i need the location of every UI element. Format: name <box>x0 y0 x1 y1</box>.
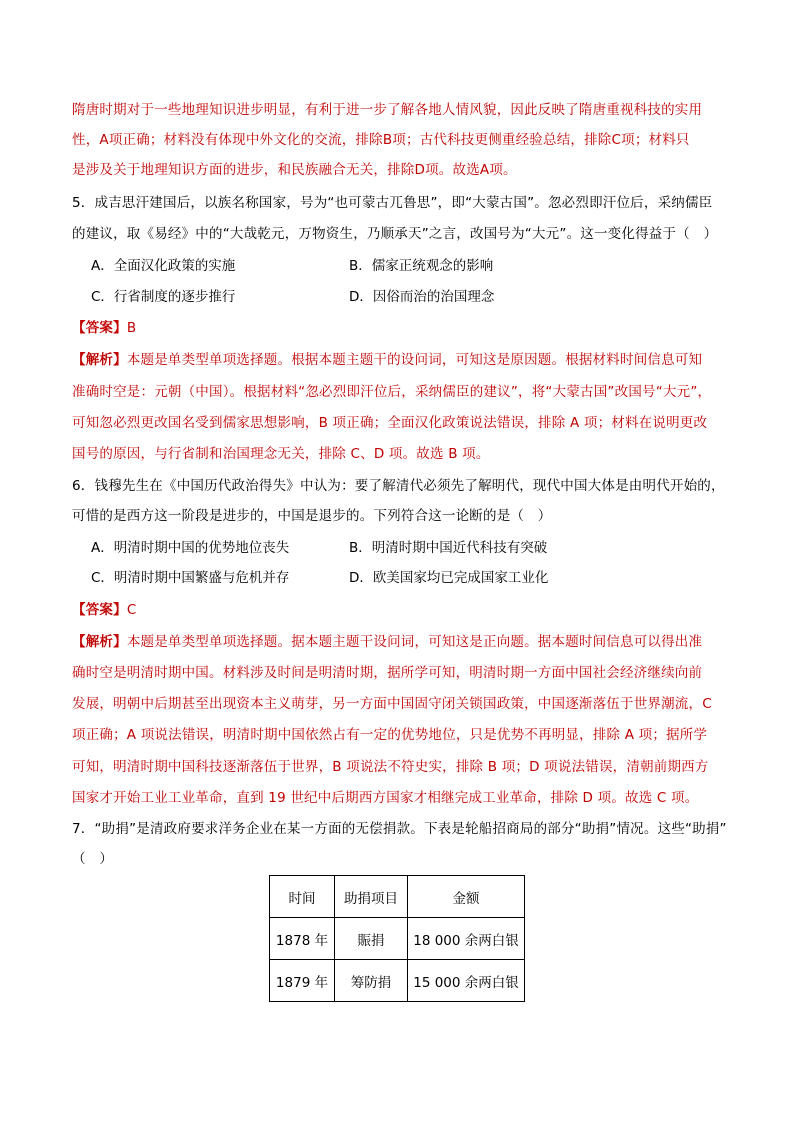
q7-stem-line: 7．“助捐”是清政府要求洋务企业在某一方面的无偿捐款。下表是轮船招商局的部分“助捐”情况。这些“助捐” <box>72 821 727 837</box>
q6-analysis-line: 国家才开始工业工业革命，直到 19 世纪中后期西方国家才相继完成工业革命，排除 D 项。故选 C 项。 <box>72 790 699 806</box>
q6-stem-line: 6．钱穆先生在《中国历代政治得失》中认为：要了解清代必须先了解明代，现代中国大体是由明代开始的， <box>72 478 725 494</box>
table-cell: 賑捐 <box>335 918 408 960</box>
analysis-text: 本题是单类型单项选择题。据本题主题干设问词，可知这是正向题。据本题时间信息可以得出准 <box>126 634 703 650</box>
answer-value: B <box>126 320 137 336</box>
intro-line: 隋唐时期对于一些地理知识进步明显，有利于进一步了解各地人情风貌，因此反映了隋唐重视科技的实用 <box>72 102 703 118</box>
q5-option-c: C．行省制度的逐步推行 <box>91 289 236 305</box>
q6-analysis-line <box>72 631 702 653</box>
analysis-tag: 【解析】 <box>72 634 127 650</box>
q7-stem-line: （ ） <box>72 851 114 867</box>
q5-analysis-line: 准确时空是：元朝（中国）。根据材料“忽必烈即汗位后，采纳儒臣的建议”，将“大蒙古国”改国号“大元”， <box>72 384 712 400</box>
answer-value: C <box>126 602 137 618</box>
q6-analysis-line: 确时空是明清时期中国。材料涉及时间是明清时期，据所学可知，明清时期一方面中国社会经济继续向前 <box>72 665 703 681</box>
table-header-row <box>270 876 525 918</box>
analysis-text: 本题是单类型单项选择题。根据本题主题干的设问词，可知这是原因题。根据材料时间信息可知 <box>126 352 703 368</box>
table-cell: 15 000 余两白银 <box>408 960 525 1002</box>
analysis-tag: 【解析】 <box>72 352 127 368</box>
intro-line: 性，A项正确；材料没有体现中外文化的交流，排除B项；古代科技更侧重经验总结，排除C项；材料只 <box>72 132 690 148</box>
table-cell: 筹防捐 <box>335 960 408 1002</box>
donation-table <box>269 875 525 1002</box>
table-cell: 1879 年 <box>270 960 335 1002</box>
intro-line: 是涉及关于地理知识方面的进步，和民族融合无关，排除D项。故选A项。 <box>72 162 517 178</box>
answer-tag: 【答案】 <box>72 320 127 336</box>
q6-option-d: D．欧美国家均已完成国家工业化 <box>349 570 549 586</box>
answer-tag: 【答案】 <box>72 602 127 618</box>
q6-option-b: B．明清时期中国近代科技有突破 <box>349 540 548 556</box>
q5-option-b: B．儒家正统观念的影响 <box>349 258 494 274</box>
table-cell: 1878 年 <box>270 918 335 960</box>
q5-stem-line: 的建议，取《易经》中的“大哉乾元，万物资生，乃顺承天”之言，改国号为“大元”。这一变化得益于（ ） <box>72 226 718 242</box>
q5-analysis-line: 国号的原因，与行省制和治国理念无关，排除 C、D 项。故选 B 项。 <box>72 446 490 462</box>
table-header-cell: 时间 <box>270 876 335 918</box>
q6-option-c: C．明清时期中国繁盛与危机并存 <box>91 570 290 586</box>
q6-analysis-line: 可知，明清时期中国科技逐渐落伍于世界，B 项说法不符史实，排除 B 项；D 项说法错误，清朝前期西方 <box>72 759 709 775</box>
table-header-cell: 金额 <box>408 876 525 918</box>
q6-option-a: A．明清时期中国的优势地位丧失 <box>91 540 290 556</box>
table-header-cell: 助捐项目 <box>335 876 408 918</box>
q6-analysis-line: 发展，明朝中后期甚至出现资本主义萌芽，另一方面中国固守闭关锁国政策，中国逐渐落伍于世界潮流，C <box>72 696 712 712</box>
table-row <box>270 960 525 1002</box>
table-cell: 18 000 余两白银 <box>408 918 525 960</box>
q6-analysis-line: 项正确；A 项说法错误，明清时期中国依然占有一定的优势地位，只是优势不再明显，排除 A 项；据所学 <box>72 727 708 743</box>
q5-option-d: D．因俗而治的治国理念 <box>349 289 495 305</box>
q5-answer <box>72 317 136 339</box>
q5-analysis-line: 可知忽必烈更改国名受到儒家思想影响，B 项正确；全面汉化政策说法错误，排除 A 项；材料在说明更改 <box>72 415 708 431</box>
table-row <box>270 918 525 960</box>
q6-stem-line: 可惜的是西方这一阶段是进步的，中国是退步的。下列符合这一论断的是（ ） <box>72 508 552 524</box>
q5-analysis-line <box>72 349 702 371</box>
q5-option-a: A．全面汉化政策的实施 <box>91 258 236 274</box>
q5-stem-line: 5．成吉思汗建国后，以族名称国家，号为“也可蒙古兀鲁思”，即“大蒙古国”。忽必烈即汗位后，采纳儒臣 <box>72 195 713 211</box>
q6-answer <box>72 599 136 621</box>
